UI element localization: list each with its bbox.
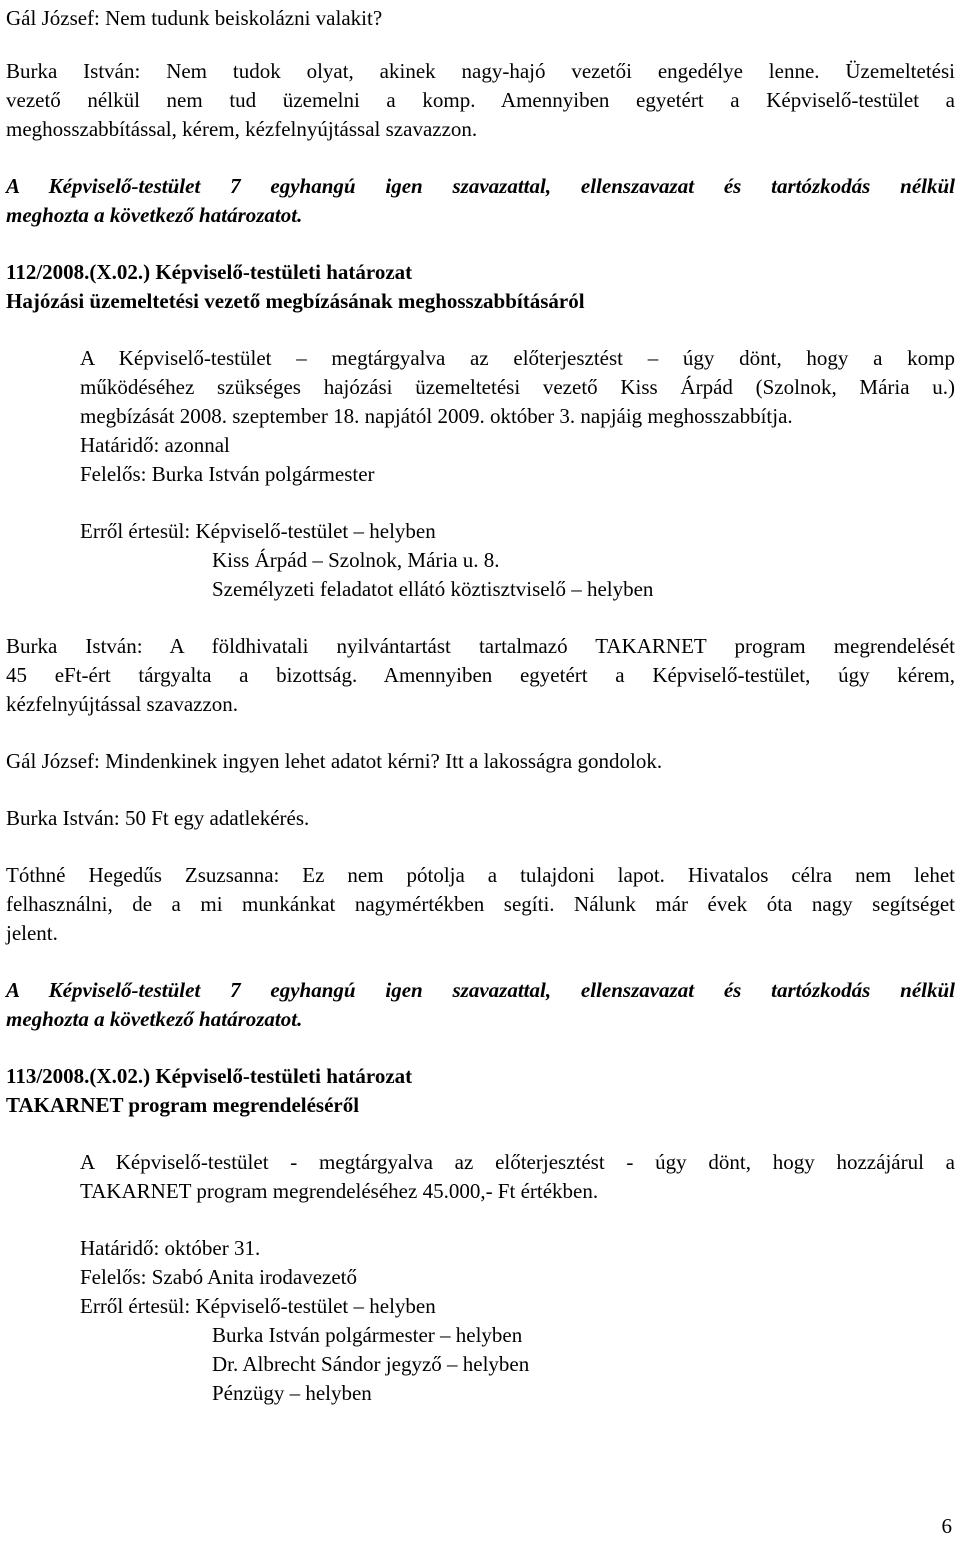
notified: Erről értesül: Képviselő-testület – helyben (80, 519, 436, 543)
resolution-number: 113/2008.(X.02.) Képviselő-testületi határozat (6, 1064, 413, 1088)
paragraph-line: Burka István: Nem tudok olyat, akinek nagy-hajó vezetői engedélye lenne. Üzemeltetési (6, 59, 955, 83)
notified: Erről értesül: Képviselő-testület – helyben (80, 1294, 436, 1318)
resolution-title: TAKARNET program megrendeléséről (6, 1093, 360, 1117)
vote-statement: A Képviselő-testület 7 egyhangú igen szavazattal, ellenszavazat és tartózkodás nélkül (6, 174, 955, 198)
resolution-body: működéséhez szükséges hajózási üzemeltetési vezető Kiss Árpád (Szolnok, Mária u.) (80, 375, 955, 399)
paragraph-line: Gál József: Mindenkinek ingyen lehet adatot kérni? Itt a lakosságra gondolok. (6, 749, 663, 773)
paragraph-line: Burka István: A földhivatali nyilvántartást tartalmazó TAKARNET program megrendelését (6, 634, 955, 658)
notified: Kiss Árpád – Szolnok, Mária u. 8. (212, 548, 500, 572)
resolution-body: megbízását 2008. szeptember 18. napjától 2009. október 3. napjáig meghosszabbítja. (80, 404, 793, 428)
paragraph-line: Tóthné Hegedűs Zsuzsanna: Ez nem pótolja a tulajdoni lapot. Hivatalos célra nem lehet (6, 863, 955, 887)
resolution-body: A Képviselő-testület – megtárgyalva az előterjesztést – úgy dönt, hogy a komp (80, 346, 955, 370)
deadline: Határidő: október 31. (80, 1236, 261, 1260)
vote-statement: meghozta a következő határozatot. (6, 1007, 303, 1031)
responsible: Felelős: Burka István polgármester (80, 462, 375, 486)
notified: Pénzügy – helyben (212, 1381, 372, 1405)
paragraph-line: jelent. (6, 921, 58, 945)
resolution-title: Hajózási üzemeltetési vezető megbízásának meghosszabbításáról (6, 289, 585, 313)
notified: Dr. Albrecht Sándor jegyző – helyben (212, 1352, 530, 1376)
resolution-body: TAKARNET program megrendeléséhez 45.000,- Ft értékben. (80, 1179, 599, 1203)
notified: Burka István polgármester – helyben (212, 1323, 523, 1347)
vote-statement: A Képviselő-testület 7 egyhangú igen szavazattal, ellenszavazat és tartózkodás nélkül (6, 978, 955, 1002)
notified: Személyzeti feladatot ellátó köztisztviselő – helyben (212, 577, 654, 601)
paragraph-line: Burka István: 50 Ft egy adatlekérés. (6, 806, 310, 830)
paragraph-line: meghosszabbítással, kérem, kézfelnyújtással szavazzon. (6, 117, 478, 141)
vote-statement: meghozta a következő határozatot. (6, 203, 303, 227)
resolution-number: 112/2008.(X.02.) Képviselő-testületi határozat (6, 260, 413, 284)
paragraph-line: felhasználni, de a mi munkánkat nagymértékben segíti. Nálunk már évek óta nagy segítséget (6, 892, 955, 916)
resolution-body: A Képviselő-testület - megtárgyalva az előterjesztést - úgy dönt, hogy hozzájárul a (80, 1150, 955, 1174)
paragraph-line: kézfelnyújtással szavazzon. (6, 692, 239, 716)
paragraph-line: 45 eFt-ért tárgyalta a bizottság. Amennyiben egyetért a Képviselő-testület, úgy kérem, (6, 663, 955, 687)
deadline: Határidő: azonnal (80, 433, 230, 457)
paragraph-line: Gál József: Nem tudunk beiskolázni valakit? (6, 6, 383, 30)
page-number: 6 (941, 1514, 952, 1538)
paragraph-line: vezető nélkül nem tud üzemelni a komp. Amennyiben egyetért a Képviselő-testület a (6, 88, 955, 112)
responsible: Felelős: Szabó Anita irodavezető (80, 1265, 358, 1289)
